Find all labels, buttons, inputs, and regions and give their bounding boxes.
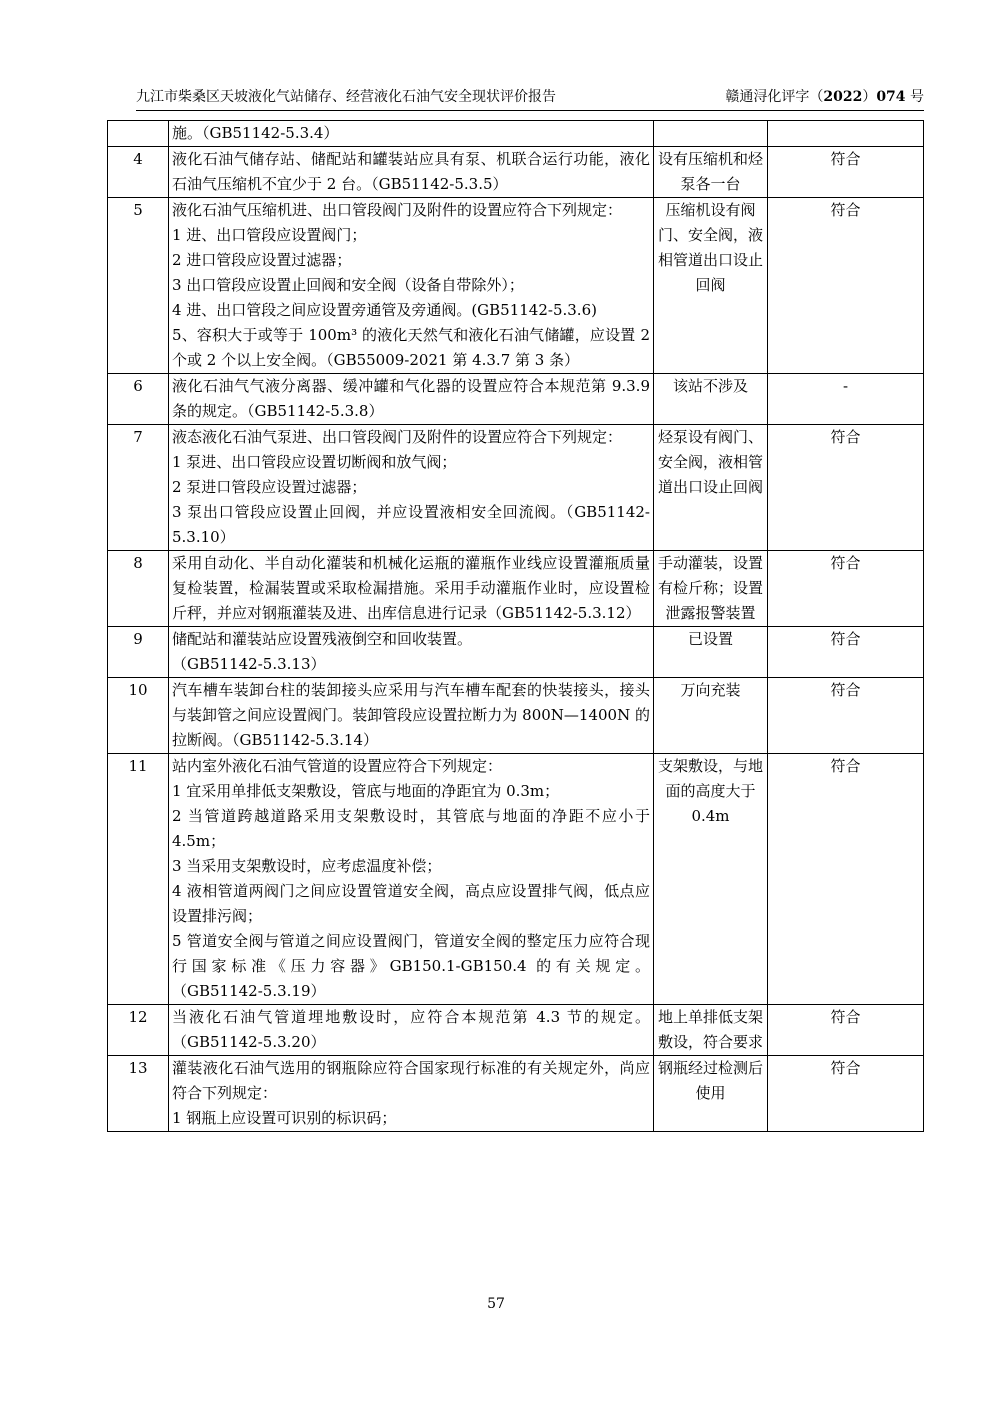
item-number: 8 xyxy=(108,551,169,627)
requirement-line: 2 当管道跨越道路采用支架敷设时，其管底与地面的净距不应小于 4.5m； xyxy=(172,807,650,850)
requirement-line: 3 泵出口管段应设置止回阀，并应设置液相安全回流阀。（GB51142-5.3.10） xyxy=(172,503,650,546)
report-number: 赣通浔化评字（2022）074 号 xyxy=(725,89,924,105)
requirement-cell xyxy=(169,1056,654,1132)
table-row xyxy=(108,678,924,754)
conclusion-cell: 符合 xyxy=(768,627,924,678)
actual-situation-text: 万向充装 xyxy=(680,681,741,699)
requirement-cell xyxy=(169,678,654,754)
conclusion-cell: 符合 xyxy=(768,754,924,1005)
requirement-line: 3 出口管段应设置止回阀和安全阀（设备自带除外）； xyxy=(172,276,524,294)
requirement-line: 站内室外液化石油气管道的设置应符合下列规定： xyxy=(172,757,503,775)
actual-situation-text: 烃泵设有阀门、安全阀，液相管道出口设止回阀 xyxy=(657,428,763,496)
conclusion-cell: 符合 xyxy=(768,1056,924,1132)
table-row xyxy=(108,551,924,627)
requirement-line: 1 进、出口管段应设置阀门； xyxy=(172,226,367,244)
actual-situation-cell xyxy=(654,121,768,147)
conclusion-cell: 符合 xyxy=(768,198,924,374)
table-row xyxy=(108,147,924,198)
requirement-line: 储配站和灌装站应设置残液倒空和回收装置。 xyxy=(172,630,473,648)
item-number: 13 xyxy=(108,1056,169,1132)
actual-situation-cell xyxy=(654,374,768,425)
requirement-cell xyxy=(169,147,654,198)
requirement-line: 1 泵进、出口管段应设置切断阀和放气阀； xyxy=(172,453,457,471)
conclusion-cell: - xyxy=(768,374,924,425)
requirement-line: 1 宜采用单排低支架敷设，管底与地面的净距宜为 0.3m； xyxy=(172,782,560,800)
item-number: 7 xyxy=(108,425,169,551)
requirement-line: 5 管道安全阀与管道之间应设置阀门，管道安全阀的整定压力应符合现行国家标准《压力容器》GB150.1-GB150.4 的有关规定。（GB51142-5.3.19） xyxy=(172,932,650,1000)
table-row xyxy=(108,425,924,551)
conclusion-cell: 符合 xyxy=(768,678,924,754)
table-row xyxy=(108,121,924,147)
requirement-line: 3 当采用支架敷设时，应考虑温度补偿； xyxy=(172,857,442,875)
requirement-cell xyxy=(169,551,654,627)
item-number: 10 xyxy=(108,678,169,754)
item-number: 11 xyxy=(108,754,169,1005)
actual-situation-text: 压缩机设有阀门、安全阀，液相管道出口设止回阀 xyxy=(657,201,763,294)
actual-situation-cell xyxy=(654,1056,768,1132)
actual-situation-cell xyxy=(654,627,768,678)
table-row xyxy=(108,198,924,374)
actual-situation-cell xyxy=(654,425,768,551)
requirement-line: 2 进口管段应设置过滤器； xyxy=(172,251,352,269)
requirement-line: 液化石油气气液分离器、缓冲罐和气化器的设置应符合本规范第 9.3.9 条的规定。（GB51142-5.3.8） xyxy=(172,377,650,420)
actual-situation-text: 已设置 xyxy=(687,630,733,648)
table-row xyxy=(108,1005,924,1056)
actual-situation-cell xyxy=(654,678,768,754)
page-number: 57 xyxy=(487,1296,505,1312)
requirement-line: 1 钢瓶上应设置可识别的标识码； xyxy=(172,1109,397,1127)
requirement-cell xyxy=(169,374,654,425)
requirement-line: 施。（GB51142-5.3.4） xyxy=(172,124,339,142)
requirement-cell xyxy=(169,627,654,678)
requirement-cell xyxy=(169,754,654,1005)
requirement-line: 4 液相管道两阀门之间应设置管道安全阀，高点应设置排气阀，低点应设置排污阀； xyxy=(172,882,650,925)
actual-situation-text: 地上单排低支架敷设，符合要求 xyxy=(657,1008,763,1051)
actual-situation-text: 该站不涉及 xyxy=(672,377,748,395)
table-row xyxy=(108,1056,924,1132)
actual-situation-cell xyxy=(654,551,768,627)
inspection-table xyxy=(107,120,924,1132)
table-row xyxy=(108,374,924,425)
requirement-line: 液化石油气压缩机进、出口管段阀门及附件的设置应符合下列规定： xyxy=(172,201,623,219)
item-number: 4 xyxy=(108,147,169,198)
requirement-cell xyxy=(169,1005,654,1056)
item-number: 5 xyxy=(108,198,169,374)
conclusion-cell: 符合 xyxy=(768,551,924,627)
requirement-line: 4 进、出口管段之间应设置旁通管及旁通阀。(GB51142-5.3.6) xyxy=(172,301,597,319)
conclusion-cell: 符合 xyxy=(768,1005,924,1056)
item-number xyxy=(108,121,169,147)
page-header xyxy=(136,84,924,111)
actual-situation-cell xyxy=(654,198,768,374)
actual-situation-cell xyxy=(654,754,768,1005)
requirement-cell xyxy=(169,198,654,374)
table-row xyxy=(108,754,924,1005)
requirement-line: 灌装液化石油气选用的钢瓶除应符合国家现行标准的有关规定外，尚应符合下列规定： xyxy=(172,1059,650,1102)
item-number: 12 xyxy=(108,1005,169,1056)
conclusion-cell: 符合 xyxy=(768,425,924,551)
requirement-cell xyxy=(169,425,654,551)
actual-situation-cell xyxy=(654,1005,768,1056)
item-number: 9 xyxy=(108,627,169,678)
requirement-line: 液态液化石油气泵进、出口管段阀门及附件的设置应符合下列规定： xyxy=(172,428,623,446)
item-number: 6 xyxy=(108,374,169,425)
requirement-cell xyxy=(169,121,654,147)
requirement-line: 2 泵进口管段应设置过滤器； xyxy=(172,478,367,496)
table-row xyxy=(108,627,924,678)
actual-situation-text: 钢瓶经过检测后使用 xyxy=(657,1059,763,1102)
actual-situation-cell xyxy=(654,147,768,198)
requirement-line: （GB51142-5.3.13） xyxy=(172,655,326,673)
requirement-line: 液化石油气储存站、储配站和罐装站应具有泵、机联合运行功能，液化石油气压缩机不宜少于 2 台。（GB51142-5.3.5） xyxy=(172,150,650,193)
requirement-line: 汽车槽车装卸台柱的装卸接头应采用与汽车槽车配套的快装接头，接头与装卸管之间应设置阀门。装卸管段应设置拉断力为 800N—1400N 的拉断阀。（GB51142-5.3.14） xyxy=(172,681,650,749)
conclusion-cell: 符合 xyxy=(768,147,924,198)
requirement-line: 当液化石油气管道埋地敷设时，应符合本规范第 4.3 节的规定。（GB51142-5.3.20） xyxy=(172,1008,650,1051)
requirement-line: 5、容积大于或等于 100m³ 的液化天然气和液化石油气储罐，应设置 2 个或 2 个以上安全阀。（GB55009-2021 第 4.3.7 第 3 条） xyxy=(172,326,650,369)
actual-situation-text: 手动灌装，设置有检斤称；设置泄露报警装置 xyxy=(657,554,763,622)
requirement-line: 采用自动化、半自动化灌装和机械化运瓶的灌瓶作业线应设置灌瓶质量复检装置，检漏装置或采取检漏措施。采用手动灌瓶作业时，应设置检斤秤，并应对钢瓶灌装及进、出库信息进行记录（GB51142-5.3.12） xyxy=(172,554,650,622)
conclusion-cell xyxy=(768,121,924,147)
actual-situation-text: 支架敷设，与地面的高度大于 0.4m xyxy=(657,757,763,825)
report-title: 九江市柴桑区天坡液化气站储存、经营液化石油气安全现状评价报告 xyxy=(136,89,556,105)
actual-situation-text: 设有压缩机和烃泵各一台 xyxy=(657,150,763,193)
